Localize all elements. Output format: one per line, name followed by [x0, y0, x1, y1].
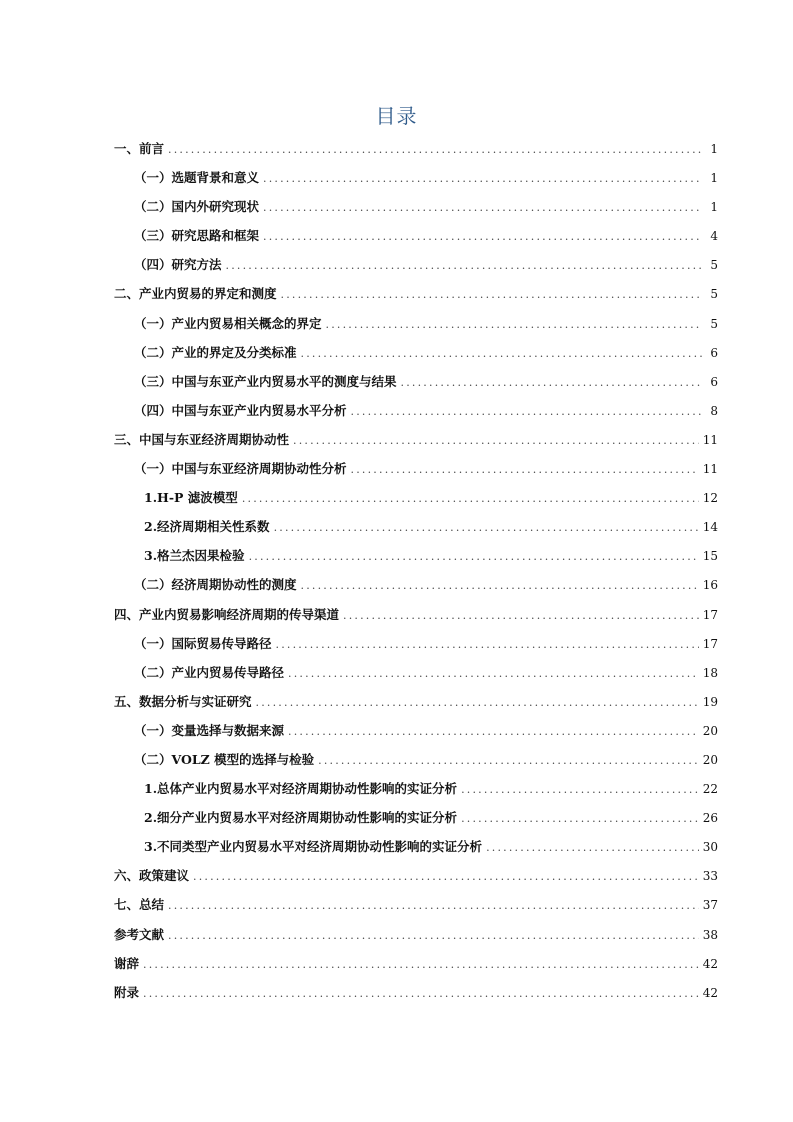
toc-entry[interactable]	[114, 600, 718, 629]
dot-leader	[143, 950, 699, 979]
toc-entry-label: 2.细分产业内贸易水平对经济周期协动性影响的实证分析	[144, 810, 458, 826]
dot-leader	[263, 164, 702, 193]
dot-leader	[249, 542, 699, 571]
toc-entry-label: 三、中国与东亚经济周期协动性	[114, 431, 290, 447]
toc-entry-page-number: 38	[702, 927, 718, 942]
dot-leader	[351, 397, 702, 426]
toc-entry[interactable]	[114, 192, 718, 221]
dot-leader	[263, 222, 702, 251]
dot-leader	[276, 630, 699, 659]
dot-leader	[168, 921, 699, 950]
toc-entry[interactable]	[114, 570, 718, 599]
dot-leader	[193, 862, 699, 891]
toc-entry[interactable]	[114, 425, 718, 454]
toc-entry[interactable]	[114, 279, 718, 308]
toc-entry-page-number: 33	[702, 869, 718, 884]
dot-leader	[301, 339, 702, 368]
toc-entry-label: （二）经济周期协动性的测度	[134, 577, 297, 593]
dot-leader	[256, 688, 699, 717]
toc-entry-page-number: 20	[702, 723, 718, 738]
toc-entry-page-number: 11	[702, 432, 718, 447]
toc-entry-label: （三）中国与东亚产业内贸易水平的测度与结果	[134, 373, 397, 389]
toc-entry-label: （二）产业的界定及分类标准	[134, 344, 297, 360]
toc-entry-label: （四）研究方法	[134, 257, 222, 273]
toc-entry-label: 1.总体产业内贸易水平对经济周期协动性影响的实证分析	[144, 781, 458, 797]
toc-entry-page-number: 17	[702, 607, 718, 622]
toc-entry-label: （一）国际贸易传导路径	[134, 635, 272, 651]
toc-entry-label: 附录	[114, 984, 140, 1000]
toc-entry-page-number: 5	[710, 316, 718, 331]
toc-entry-page-number: 37	[702, 898, 718, 913]
dot-leader	[168, 135, 702, 164]
toc-entry-label: 五、数据分析与实证研究	[114, 693, 252, 709]
toc-entry-label: 七、总结	[114, 897, 165, 913]
toc-entry-page-number: 16	[702, 578, 718, 593]
toc-entry[interactable]	[114, 745, 718, 774]
toc-entry-page-number: 11	[702, 462, 718, 477]
toc-entry[interactable]	[114, 978, 718, 1007]
dot-leader	[242, 484, 699, 513]
toc-entry-page-number: 6	[710, 345, 718, 360]
toc-entry[interactable]	[114, 221, 718, 250]
dot-leader	[143, 979, 699, 1008]
dot-leader	[288, 717, 699, 746]
toc-entry-label: 一、前言	[114, 141, 165, 156]
dot-leader	[461, 804, 699, 833]
toc-entry-page-number: 1	[710, 142, 718, 156]
dot-leader	[293, 426, 699, 455]
toc-entry-page-number: 6	[710, 374, 718, 389]
dot-leader	[274, 513, 699, 542]
toc-entry-label: （二）产业内贸易传导路径	[134, 664, 285, 680]
dot-leader	[226, 251, 702, 280]
toc-entry[interactable]	[114, 338, 718, 367]
dot-leader	[168, 891, 699, 920]
toc-entry[interactable]	[114, 687, 718, 716]
dot-leader	[326, 310, 702, 339]
dot-leader	[461, 775, 699, 804]
toc-entry-page-number: 30	[702, 840, 718, 855]
toc-entry-label: 3.格兰杰因果检验	[144, 548, 245, 564]
toc-entry[interactable]	[114, 134, 718, 163]
dot-leader	[263, 193, 702, 222]
toc-entry-label: 1.H-P 滤波模型	[144, 490, 238, 506]
toc-entry-page-number: 22	[702, 782, 718, 797]
toc-entry-label: 四、产业内贸易影响经济周期的传导渠道	[114, 606, 340, 622]
dot-leader	[288, 659, 699, 688]
toc-entry-page-number: 20	[702, 752, 718, 767]
toc-entry-label: 六、政策建议	[114, 868, 190, 884]
toc-entry-label: （一）选题背景和意义	[134, 170, 260, 186]
toc-entry[interactable]	[114, 658, 718, 687]
dot-leader	[343, 601, 699, 630]
toc-entry-page-number: 15	[702, 549, 718, 564]
toc-entry-label: 二、产业内贸易的界定和测度	[114, 286, 277, 302]
toc-entry[interactable]	[114, 890, 718, 919]
dot-leader	[351, 455, 699, 484]
toc-entry[interactable]	[114, 920, 718, 949]
toc-entry-page-number: 14	[702, 520, 718, 535]
toc-entry[interactable]	[114, 483, 718, 512]
toc-entry-label: 谢辞	[114, 955, 140, 971]
toc-entry-label: 2.经济周期相关性系数	[144, 519, 270, 535]
toc-entry[interactable]	[114, 832, 718, 861]
toc-entry-label: （三）研究思路和框架	[134, 228, 260, 244]
toc-entry-page-number: 19	[702, 694, 718, 709]
toc-entry[interactable]	[114, 803, 718, 832]
toc-entry-page-number: 1	[710, 200, 718, 215]
toc-entry[interactable]	[114, 163, 718, 192]
dot-leader	[301, 571, 699, 600]
toc-entry-label: （一）变量选择与数据来源	[134, 722, 285, 738]
toc-entry-label: （二）国内外研究现状	[134, 199, 260, 215]
toc-entry-page-number: 8	[710, 403, 718, 418]
dot-leader	[281, 280, 702, 309]
toc-entry-label: 参考文献	[114, 926, 165, 942]
toc-entry[interactable]	[114, 774, 718, 803]
toc-entry-page-number: 42	[702, 956, 718, 971]
toc-entry[interactable]	[114, 396, 718, 425]
toc-title: 目录	[375, 104, 418, 128]
toc-entry[interactable]	[114, 541, 718, 570]
toc-entry[interactable]	[114, 629, 718, 658]
table-of-contents	[114, 134, 718, 1007]
toc-entry[interactable]	[114, 367, 718, 396]
dot-leader	[486, 833, 699, 862]
toc-entry-page-number: 5	[710, 258, 718, 273]
toc-entry-label: （一）中国与东亚经济周期协动性分析	[134, 461, 347, 477]
dot-leader	[318, 746, 699, 775]
toc-entry-page-number: 4	[710, 229, 718, 244]
toc-entry-label: （二）VOLZ 模型的选择与检验	[134, 751, 315, 767]
toc-entry[interactable]	[114, 454, 718, 483]
toc-entry-page-number: 12	[702, 491, 718, 506]
toc-entry[interactable]	[114, 949, 718, 978]
toc-entry-page-number: 42	[702, 985, 718, 1000]
toc-entry-page-number: 1	[710, 171, 718, 186]
dot-leader	[401, 368, 702, 397]
toc-entry-label: 3.不同类型产业内贸易水平对经济周期协动性影响的实证分析	[144, 839, 483, 855]
toc-entry[interactable]	[114, 250, 718, 279]
toc-entry-label: （一）产业内贸易相关概念的界定	[134, 315, 322, 331]
toc-entry-label: （四）中国与东亚产业内贸易水平分析	[134, 402, 347, 418]
toc-entry[interactable]	[114, 512, 718, 541]
toc-entry-page-number: 18	[702, 665, 718, 680]
toc-entry-page-number: 5	[710, 287, 718, 302]
toc-entry[interactable]	[114, 716, 718, 745]
toc-entry[interactable]	[114, 861, 718, 890]
toc-entry-page-number: 26	[702, 811, 718, 826]
toc-entry[interactable]	[114, 309, 718, 338]
toc-entry-page-number: 17	[702, 636, 718, 651]
